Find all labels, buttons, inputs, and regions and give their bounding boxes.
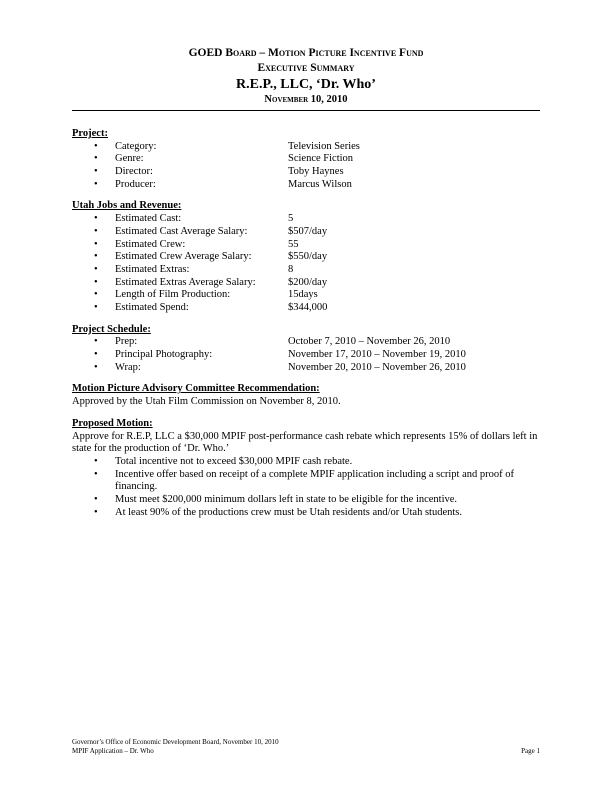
schedule-heading: Project Schedule: — [72, 323, 151, 335]
committee-text: Approved by the Utah Film Commission on November 8, 2010. — [72, 396, 341, 408]
jobs-item: • Estimated Cast Average Salary: $507/day — [94, 225, 328, 237]
jobs-item: • Length of Film Production: 15days — [94, 289, 318, 301]
bullet-icon: • — [94, 225, 98, 237]
jobs-item: • Estimated Extras Average Salary: $200/day — [94, 276, 328, 288]
bullet-icon: • — [94, 251, 98, 263]
header-title-fund: GOED Board – Motion Picture Incentive Fund — [188, 47, 424, 59]
jobs-item: • Estimated Crew: 55 — [94, 238, 299, 250]
motion-text: Approve for R.E.P, LLC a $30,000 MPIF post-performance cash rebate which represents 15% of dollars left in state for the production of ‘Dr. Who.’ — [72, 430, 538, 455]
motion-bullet: • At least 90% of the productions crew must be Utah residents and/or Utah students. — [94, 506, 463, 518]
header-date: November 10, 2010 — [264, 94, 348, 105]
motion-section — [72, 418, 540, 520]
footer-application: MPIF Application – Dr. Who — [72, 747, 154, 755]
project-section — [72, 128, 540, 191]
bullet-icon: • — [94, 336, 98, 348]
jobs-item: • Estimated Spend: $344,000 — [94, 301, 328, 313]
bullet-icon: • — [94, 349, 98, 361]
footer-org: Governor’s Office of Economic Development Board, November 10, 2010 — [72, 738, 279, 746]
project-heading: Project: — [72, 128, 108, 139]
jobs-item: • Estimated Crew Average Salary: $550/day — [94, 251, 328, 263]
bullet-icon: • — [94, 276, 98, 288]
bullet-icon: • — [94, 301, 98, 313]
bullet-icon: • — [94, 289, 98, 301]
header-divider — [72, 110, 540, 111]
document-body — [72, 128, 540, 528]
bullet-icon: • — [94, 213, 98, 225]
schedule-item-photography: • Principal Photography: November 17, 2010 – November 19, 2010 — [94, 349, 466, 361]
bullet-icon: • — [94, 361, 98, 373]
bullet-icon: • — [94, 140, 98, 152]
project-item-director: • Director: Toby Haynes — [94, 166, 344, 178]
project-item-category: • Category: Television Series — [94, 140, 360, 152]
bullet-icon: • — [94, 263, 98, 275]
project-item-producer: • Producer: Marcus Wilson — [94, 178, 352, 190]
footer-page-number: Page 1 — [521, 747, 540, 755]
page-footer — [72, 738, 540, 756]
jobs-heading: Utah Jobs and Revenue: — [72, 200, 182, 212]
bullet-icon: • — [94, 238, 98, 250]
document-header — [0, 46, 612, 106]
motion-bullet: • Total incentive not to exceed $30,000 MPIF cash rebate. — [94, 455, 353, 467]
bullet-icon: • — [94, 468, 98, 480]
bullet-icon: • — [94, 166, 98, 178]
motion-heading: Proposed Motion: — [72, 417, 153, 429]
bullet-icon: • — [94, 506, 98, 518]
motion-bullet: • Incentive offer based on receipt of a complete MPIF application including a script and proof of financing. — [94, 468, 514, 493]
bullet-icon: • — [94, 178, 98, 190]
schedule-item-prep: • Prep: October 7, 2010 – November 26, 2010 — [94, 336, 451, 348]
header-title-applicant: R.E.P., LLC, ‘Dr. Who’ — [236, 77, 376, 92]
bullet-icon: • — [94, 455, 98, 467]
project-item-genre: • Genre: Science Fiction — [94, 153, 354, 165]
motion-bullet: • Must meet $200,000 minimum dollars left in state to be eligible for the incentive. — [94, 494, 458, 506]
header-title-summary: Executive Summary — [257, 62, 355, 74]
jobs-item: • Estimated Extras: 8 — [94, 263, 294, 275]
schedule-item-wrap: • Wrap: November 20, 2010 – November 26, 2010 — [94, 361, 466, 373]
bullet-icon: • — [94, 494, 98, 506]
committee-section — [72, 383, 540, 408]
schedule-section — [72, 324, 540, 375]
committee-heading: Motion Picture Advisory Committee Recommendation: — [72, 383, 320, 395]
bullet-icon: • — [94, 153, 98, 165]
jobs-item: • Estimated Cast: 5 — [94, 213, 294, 225]
jobs-section — [72, 200, 540, 314]
